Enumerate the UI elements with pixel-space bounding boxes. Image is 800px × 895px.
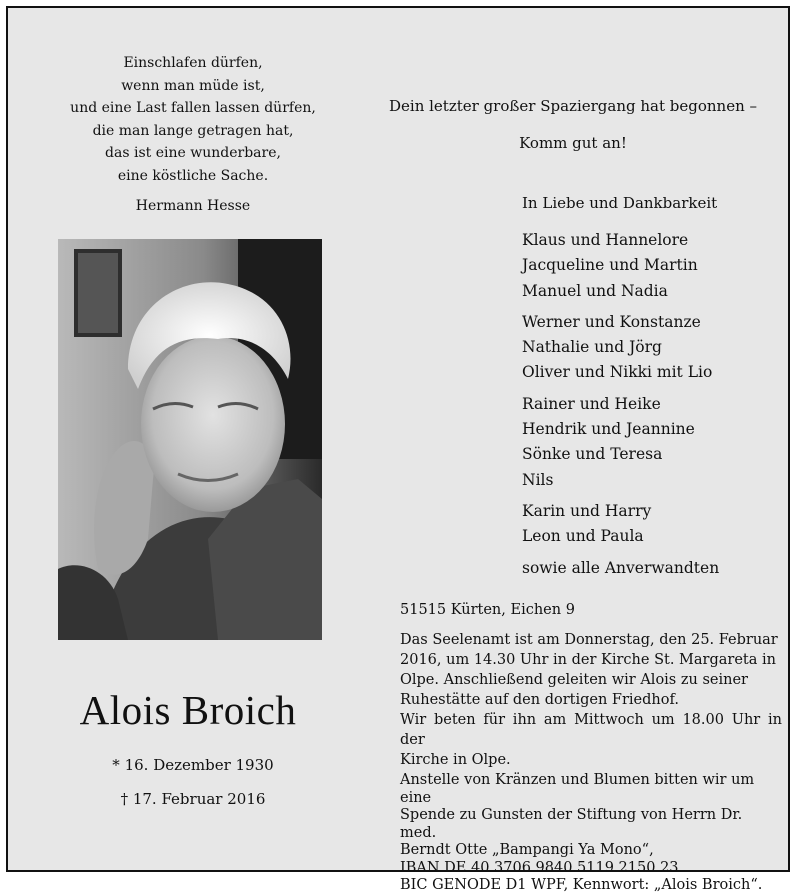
farewell-message [388, 96, 758, 153]
donation-line: BIC GENODE D1 WPF, Kennwort: „Alois Broich“. [400, 877, 763, 893]
family-member: Rainer und Heike [522, 394, 661, 413]
deceased-name: Alois Broich [79, 687, 297, 733]
poem-author: Hermann Hesse [135, 198, 251, 214]
donation-line: Berndt Otte „Bampangi Ya Mono“, [400, 842, 654, 858]
donation-info [400, 772, 782, 895]
family-member: Leon und Paula [522, 527, 644, 546]
family-list [522, 192, 782, 581]
family-member: Manuel und Nadia [522, 281, 668, 300]
death-date: † 17. Februar 2016 [120, 790, 266, 808]
family-closing: sowie alle Anverwandten [522, 558, 720, 577]
family-member: Werner und Konstanze [522, 312, 701, 331]
donation-line: Anstelle von Kränzen und Blumen bitten wir um eine [400, 772, 755, 806]
family-member: Oliver und Nikki mit Lio [522, 363, 713, 382]
service-line: 2016, um 14.30 Uhr in der Kirche St. Margareta in [400, 652, 776, 668]
life-dates [68, 748, 318, 816]
family-member: Klaus und Hannelore [522, 231, 689, 249]
family-member: Karin und Harry [522, 501, 652, 520]
family-member: Sönke und Teresa [522, 445, 663, 464]
family-member: Jacqueline und Martin [522, 256, 698, 275]
family-group [522, 228, 782, 304]
family-intro: In Liebe und Dankbarkeit [522, 194, 718, 212]
family-member: Nils [522, 470, 554, 489]
poem-line: Einschlafen dürfen, [123, 55, 263, 71]
family-group [522, 499, 782, 550]
portrait-photo-image [58, 239, 322, 640]
portrait-photo [58, 239, 322, 640]
family-group [522, 392, 782, 493]
service-line: Das Seelenamt ist am Donnerstag, den 25. Februar [400, 632, 778, 648]
poem [58, 52, 328, 218]
address: 51515 Kürten, Eichen 9 [400, 602, 575, 618]
birth-date: * 16. Dezember 1930 [112, 756, 274, 774]
poem-line: die man lange getragen hat, [92, 122, 294, 139]
service-line: Wir beten für ihn am Mittwoch um 18.00 Uhr in der [400, 712, 782, 748]
service-line: Olpe. Anschließend geleiten wir Alois zu seiner [400, 672, 748, 688]
family-member: Nathalie und Jörg [522, 338, 662, 357]
obituary-card [6, 6, 790, 893]
service-line: Kirche in Olpe. [400, 752, 511, 768]
farewell-line: Dein letzter großer Spaziergang hat begonnen – [389, 97, 757, 115]
service-line: Ruhestätte auf den dortigen Friedhof. [400, 692, 679, 708]
donation-line: IBAN DE 40 3706 9840 5119 2150 23 [400, 859, 679, 876]
family-group [522, 310, 782, 386]
family-member: Hendrik und Jeannine [522, 420, 695, 439]
poem-line: wenn man müde ist, [121, 77, 265, 94]
poem-line: eine köstliche Sache. [117, 167, 269, 184]
donation-line: Spende zu Gunsten der Stiftung von Herrn Dr. med. [400, 807, 743, 841]
poem-line: das ist eine wunderbare, [105, 145, 281, 161]
farewell-line: Komm gut an! [519, 134, 627, 152]
service-info [400, 630, 782, 770]
poem-line: und eine Last fallen lassen dürfen, [70, 100, 316, 116]
